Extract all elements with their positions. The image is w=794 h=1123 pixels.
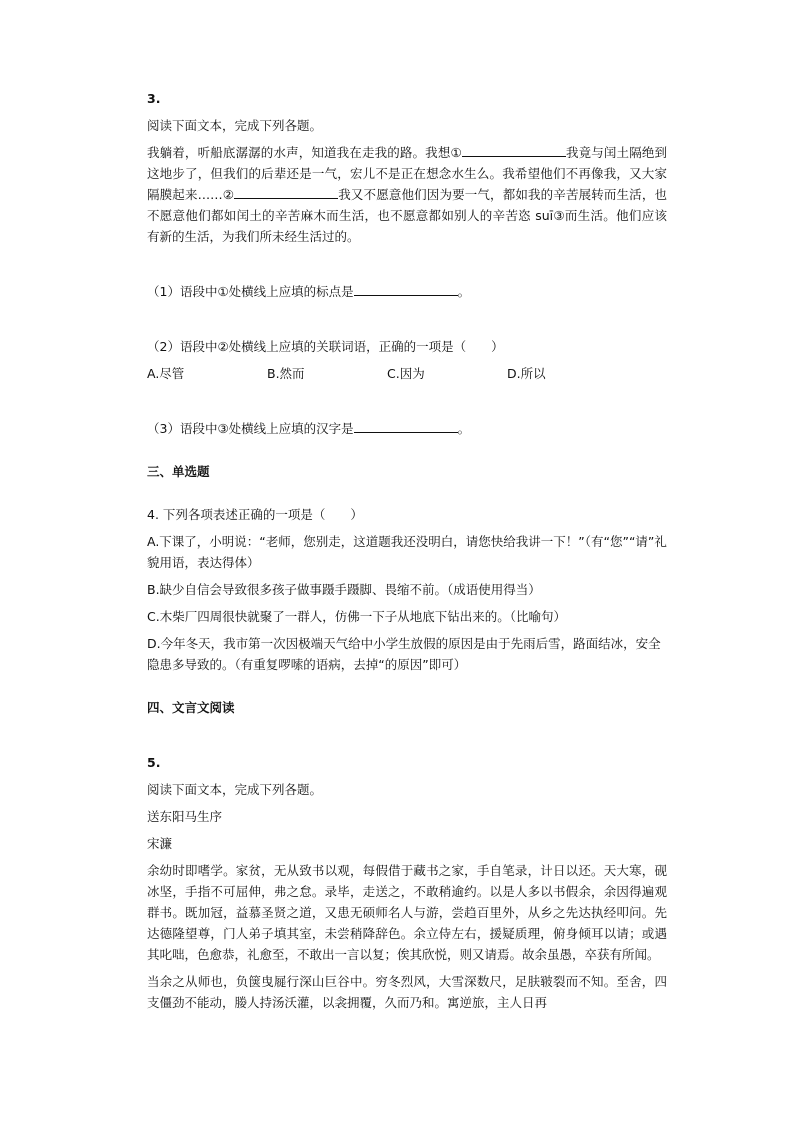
question-3-passage — [147, 142, 667, 247]
sub-question-1 — [147, 281, 667, 302]
classical-passage-paragraph-2: 当余之从师也，负箧曳屣行深山巨谷中。穷冬烈风，大雪深数尺，足肤皲裂而不知。至舍，四支僵劲不能动，媵人持汤沃灌，以衾拥覆，久而乃和。寓逆旅，主人日再 — [147, 974, 667, 1010]
document-content — [147, 88, 667, 1013]
question-4-option-d: D.今年冬天，我市第一次因极端天气给中小学生放假的原因是由于先雨后雪，路面结冰，安全隐患多导致的。（有重复啰嗦的语病，去掉“的原因”即可） — [147, 636, 661, 672]
sub-question-2: （2）语段中②处横线上应填的关联词语，正确的一项是（ ） — [147, 339, 504, 354]
passage-part-2: 我竟与闰土隔绝到这地步了，但我们的后辈还是一气，宏儿不是正在想念水生么。我希望他们不再像我，又大家隔膜起来……② — [147, 145, 667, 202]
passage-title: 送东阳马生序 — [147, 809, 223, 824]
question-5-number: 5. — [147, 755, 161, 770]
sub-question-3 — [147, 418, 667, 439]
option-c: C.因为 — [387, 366, 425, 381]
answer-blank-3 — [354, 420, 458, 433]
question-4-option-c: C.木柴厂四周很快就聚了一群人，仿佛一下子从地底下钻出来的。（比喻句） — [147, 609, 566, 624]
fill-blank-2 — [234, 186, 338, 199]
sub-question-1-suffix: 。 — [457, 284, 471, 299]
passage-part-3: 我又不愿意他们因为要一气，都如我的辛苦展转而生活，也不愿意他们都如闰土的辛苦麻木而生活，也不愿意都如别人的辛苦恣 suī③而生活。他们应该有新的生活，为我们所未经生活过的。 — [147, 187, 667, 244]
question-4-stem: 4. 下列各项表述正确的一项是（ ） — [147, 507, 363, 522]
option-d: D.所以 — [507, 366, 546, 381]
question-3-number: 3. — [147, 91, 161, 106]
answer-blank-1 — [354, 283, 458, 296]
section-title-single-choice: 三、单选题 — [147, 464, 210, 479]
section-title-classical-reading: 四、文言文阅读 — [147, 700, 235, 715]
fill-blank-1 — [462, 144, 566, 157]
passage-part-1: 我躺着，听船底潺潺的水声，知道我在走我的路。我想① — [147, 145, 462, 160]
sub-question-3-text: （3）语段中③处横线上应填的汉字是 — [147, 421, 354, 436]
classical-passage-paragraph-1: 余幼时即嗜学。家贫，无从致书以观，每假借于藏书之家，手自笔录，计日以还。天大寒，砚冰坚，手指不可屈伸，弗之怠。录毕，走送之，不敢稍逾约。以是人多以书假余，余因得遍观群书。既加冠，益慕圣贤之道，又患无硕师名人与游，尝趋百里外，从乡之先达执经叩问。先达德隆望尊，门人弟子填其室，未尝稍降辞色。余立侍左右，援疑质理，俯身倾耳以请；或遇其叱咄，色愈恭，礼愈至，不敢出一言以复；俟其欣悦，则又请焉。故余虽愚，卒获有所闻。 — [147, 863, 667, 962]
question-5-instruction: 阅读下面文本，完成下列各题。 — [147, 782, 323, 797]
option-a: A.尽管 — [147, 366, 185, 381]
question-3-instruction: 阅读下面文本，完成下列各题。 — [147, 118, 323, 133]
passage-author: 宋濂 — [147, 836, 173, 851]
sub-question-3-suffix: 。 — [457, 421, 471, 436]
option-b: B.然而 — [267, 366, 305, 381]
sub-question-1-text: （1）语段中①处横线上应填的标点是 — [147, 284, 354, 299]
question-4-option-b: B.缺少自信会导致很多孩子做事蹑手蹑脚、畏缩不前。（成语使用得当） — [147, 582, 541, 597]
question-4-option-a: A.下课了，小明说：“老师，您别走，这道题我还没明白，请您快给我讲一下！”（有“您”“请”礼貌用语，表达得体） — [147, 534, 667, 570]
sub-question-2-options — [147, 363, 667, 384]
